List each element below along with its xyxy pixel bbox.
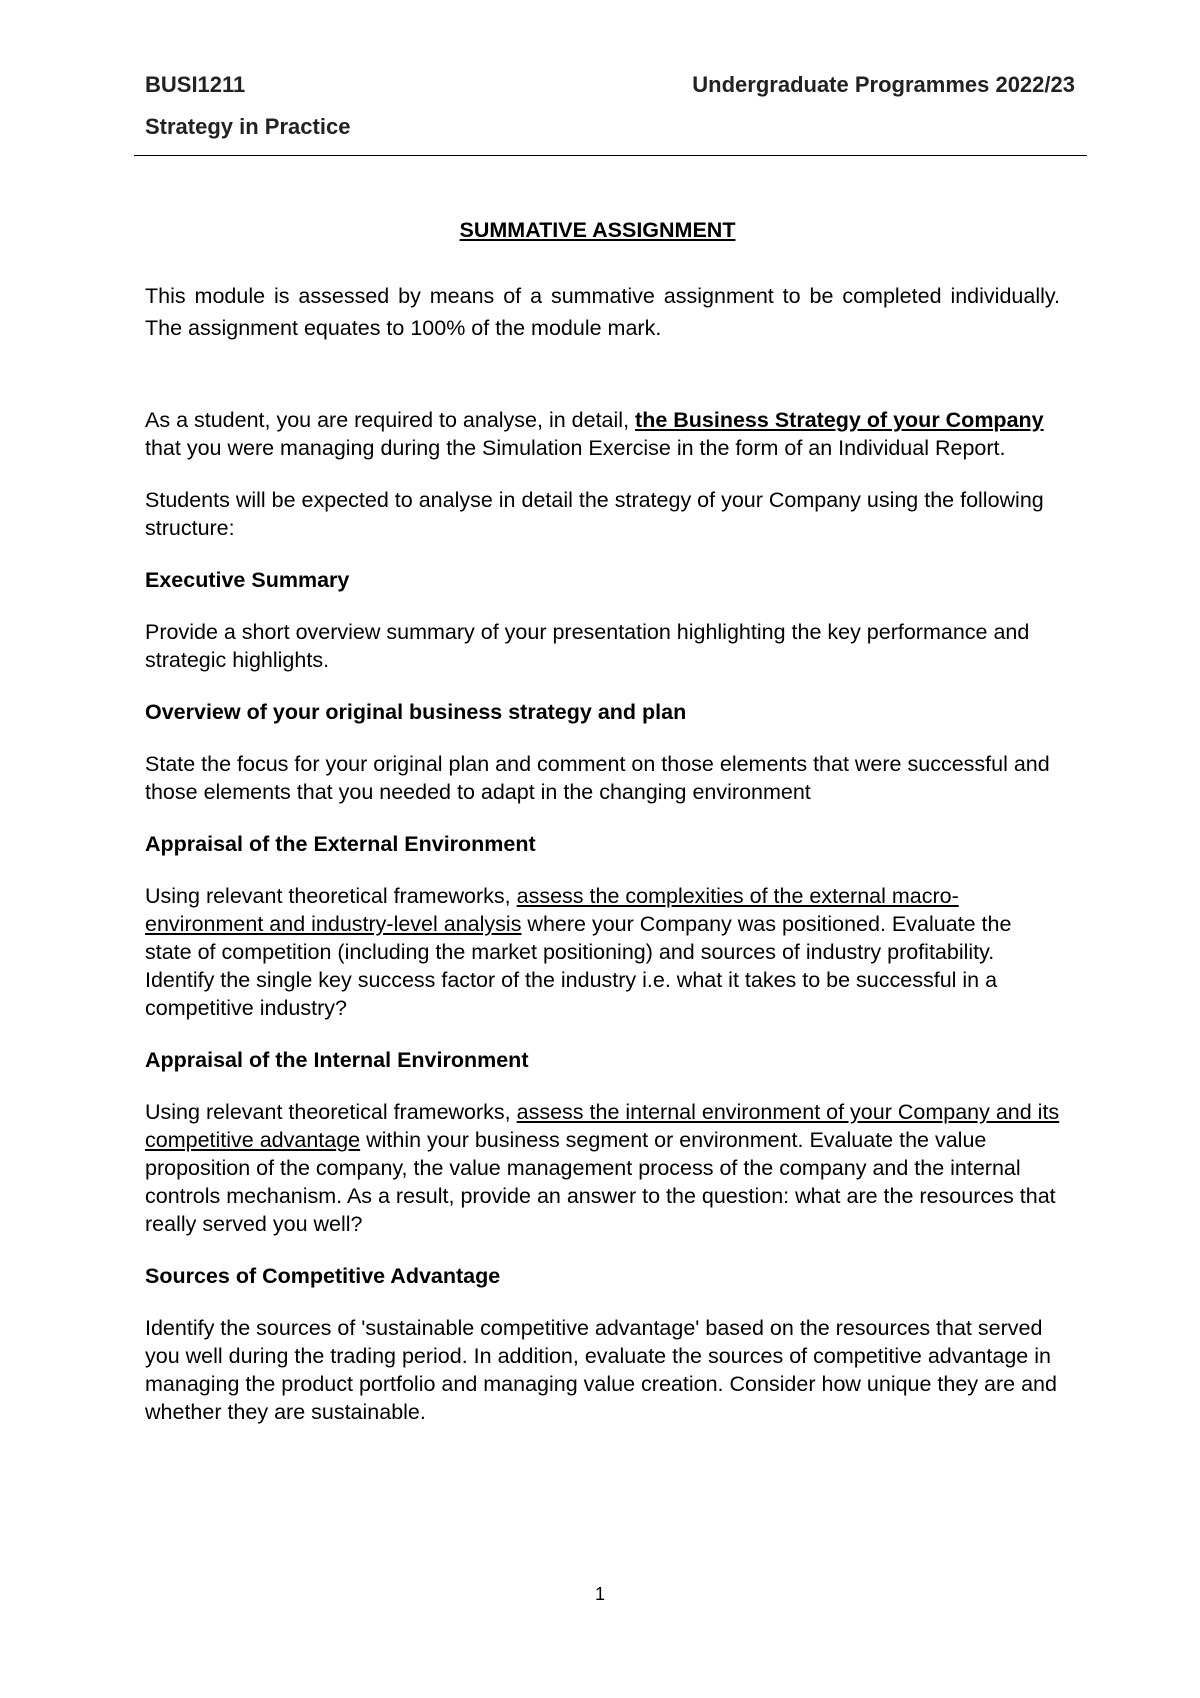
body-competitive-advantage: Identify the sources of 'sustainable competitive advantage' based on the resources that served you well during the trading period. In addition, evaluate the sources of competitive advantage in managing the product portfolio and managing value creation. Consider how unique they are and whether they are sustainable. [145, 1316, 1057, 1424]
header-top-row [145, 72, 1075, 100]
heading-external-environment: Appraisal of the External Environment [145, 832, 536, 856]
page-header [145, 72, 1075, 140]
intro-paragraph: This module is assessed by means of a summative assignment to be completed individually. The assignment equates to 100% of the module mark. [145, 284, 1060, 340]
programme-label: Undergraduate Programmes 2022/23 [692, 72, 1075, 97]
body-internal-environment [145, 1098, 1060, 1238]
heading-competitive-advantage: Sources of Competitive Advantage [145, 1264, 501, 1288]
requirement-emphasis: the Business Strategy of your Company [635, 408, 1044, 432]
header-divider [134, 155, 1087, 156]
internal-underlined: assess the internal environment of your Company and its competitive advantage [145, 1100, 1060, 1152]
course-code: BUSI1211 [145, 72, 246, 97]
internal-rest: within your business segment or environment. Evaluate the value proposition of the company, the value management process of the company and the internal controls mechanism. As a result, provide an answer to the question: what are the resources that really served you well? [145, 1128, 1056, 1236]
external-underlined: assess the complexities of the external macro-environment and industry-level analysis [145, 884, 959, 936]
body-overview: State the focus for your original plan and comment on those elements that were successful and those elements that you needed to adapt in the changing environment [145, 752, 1050, 804]
external-rest: where your Company was positioned. Evaluate the state of competition (including the market positioning) and sources of industry profitability. Identify the single key success factor of the industry i.e. what it takes to be successful in a competitive industry? [145, 912, 1012, 1020]
requirement-paragraph [145, 406, 1060, 462]
external-lead: Using relevant theoretical frameworks, [145, 884, 517, 908]
page-number: 1 [594, 1584, 605, 1604]
body-external-environment [145, 882, 1060, 1022]
structure-intro: Students will be expected to analyse in detail the strategy of your Company using the following structure: [145, 488, 1044, 540]
heading-overview: Overview of your original business strategy and plan [145, 700, 687, 724]
heading-executive-summary: Executive Summary [145, 568, 350, 592]
requirement-rest: that you were managing during the Simulation Exercise in the form of an Individual Report. [145, 436, 1006, 460]
internal-lead: Using relevant theoretical frameworks, [145, 1100, 517, 1124]
document-body [145, 216, 1060, 1450]
course-title: Strategy in Practice [145, 114, 351, 139]
heading-internal-environment: Appraisal of the Internal Environment [145, 1048, 529, 1072]
body-executive-summary: Provide a short overview summary of your presentation highlighting the key performance and strategic highlights. [145, 620, 1030, 672]
requirement-lead: As a student, you are required to analyse, in detail, [145, 408, 636, 432]
document-title: SUMMATIVE ASSIGNMENT [459, 218, 736, 242]
